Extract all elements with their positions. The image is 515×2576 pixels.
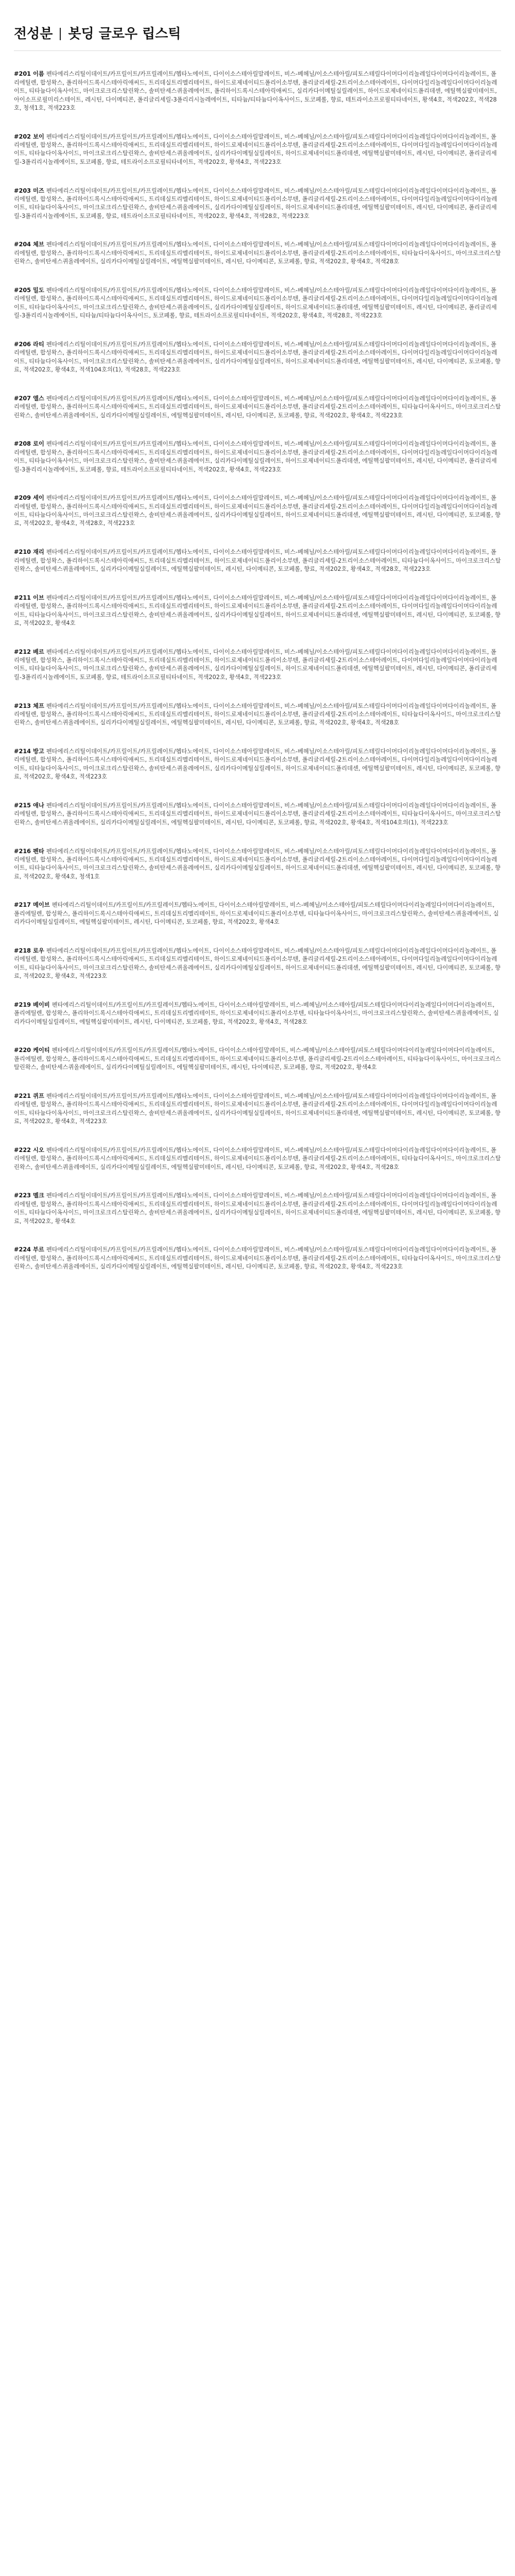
ingredient-entry xyxy=(14,241,501,266)
entry-ingredients-text: 펜타에리스리틸이데이트/카프릴이트/카프릴레이트/헵타노에이트, 다이이소스테아릴말레이트, 비스-베헤닐/이소스테아릴/피토스테릴다이머다이리놀레일다이머다이리놀레이트, 폴리에틸렌, 합성왁스, 폴리하이드록시스테아릭애씨드, 트리데실트리멜리테이트, 하이드로제네이티드폴리이소부텐, 티타늄다이옥사이드, 마이크로크리스탈린왁스, 솔비탄세스퀴올레에이트, 실리카다이메틸실릴레이트, 에틸헥실팔미테이트, 레시틴, 다이메티콘, 토코페롤, 향료, 적색202호, 황색4호, 적색28호 xyxy=(14,1001,499,1025)
ingredient-entry xyxy=(14,1092,501,1126)
ingredient-entry xyxy=(14,1146,501,1172)
ingredient-entry xyxy=(14,440,501,474)
entry-shade-label: #224 부르 xyxy=(14,1246,44,1253)
entry-ingredients-text: 펜타에리스리틸이데이트/카프릴이트/카프릴레이트/헵타노에이트, 다이이소스테아릴말레이트, 비스-베헤닐/이소스테아릴/피토스테릴다이머다이리놀레일다이머다이리놀레이트, 폴리에틸렌, 합성왁스, 폴리하이드록시스테아릭애씨드, 트리데실트리멜리테이트, 하이드로제네이티드폴리이소부텐, 폴리글리세릴-2트리이소스테아레이트, 다이머다일리놀레일다이머다이리놀레이트, 티타늄다이옥사이드, 마이크로크리스탈린왁스, 솔비탄세스퀴올레에이트, 실리카다이메틸실릴레이트, 하이드로제네이티드폴리데센, 에틸헥실팔미테이트, 레시틴, 다이메티콘, 폴리글리세릴-3폴리리시놀레에이트, 토코페롤, 향료, 테트라이소프로필티타네이트, 적색202호, 황색4호, 적색223호 xyxy=(14,440,497,473)
ingredient-entry xyxy=(14,594,501,628)
entry-ingredients-text: 펜타에리스리틸이데이트/카프릴이트/카프릴레이트/헵타노에이트, 다이이소스테아릴말레이트, 비스-베헤닐/이소스테아릴/피토스테릴다이머다이리놀레일다이머다이리놀레이트, 폴리에틸렌, 합성왁스, 폴리하이드록시스테아릭애씨드, 트리데실트리멜리테이트, 하이드로제네이티드폴리이소부텐, 폴리글리세릴-2트리이소스테아레이트, 티타늄다이옥사이드, 마이크로크리스탈린왁스, 솔비탄세스퀴올레에이트, 실리카다이메틸실릴레이트, 에틸헥실팔미테이트, 레시틴, 다이메티콘, 토코페롤, 향료, 적색202호, 황색4호, 적색28호 xyxy=(14,1146,501,1171)
entry-shade-label: #203 미즈 xyxy=(14,187,44,194)
entry-shade-label: #206 라티 xyxy=(14,341,44,348)
entry-shade-label: #202 보이 xyxy=(14,133,44,140)
entry-shade-label: #209 세이 xyxy=(14,495,44,502)
entry-ingredients-text: 펜타에리스리틸이데이트/카프릴이트/카프릴레이트/헵타노에이트, 다이이소스테아릴말레이트, 비스-베헤닐/이소스테아릴/피토스테릴다이머다이리놀레일다이머다이리놀레이트, 폴리에틸렌, 합성왁스, 폴리하이드록시스테아릭애씨드, 트리데실트리멜리테이트, 하이드로제네이티드폴리이소부텐, 폴리글리세릴-2트리이소스테아레이트, 다이머다일리놀레일다이머다이리놀레이트, 티타늄다이옥사이드, 마이크로크리스탈린왁스, 솔비탄세스퀴올레에이트, 실리카다이메틸실릴레이트, 하이드로제네이티드폴리데센, 에틸헥실팔미테이트, 레시틴, 다이메티콘, 토코페롤, 향료, 적색202호, 황색4호, 적색223호 xyxy=(14,947,501,980)
entry-shade-label: #216 펜타 xyxy=(14,848,44,855)
entry-shade-label: #221 퀴프 xyxy=(14,1092,44,1099)
entry-shade-label: #207 앨스 xyxy=(14,395,44,402)
entry-ingredients-text: 펜타에리스리틸이데이트/카프릴이트/카프릴레이트/헵타노에이트, 다이이소스테아릴말레이트, 비스-베헤닐/이소스테아릴/피토스테릴다이머다이리놀레일다이머다이리놀레이트, 폴리에틸렌, 합성왁스, 폴리하이드록시스테아릭애씨드, 트리데실트리멜리테이트, 하이드로제네이티드폴리이소부텐, 폴리글리세릴-2트리이소스테아레이트, 다이머다일리놀레일다이머다이리놀레이트, 티타늄다이옥사이드, 마이크로크리스탈린왁스, 솔비탄세스퀴올레에이트, 실리카다이메틸실릴레이트, 하이드로제네이티드폴리데센, 에틸헥실팔미테이트, 레시틴, 다이메티콘, 토코페롤, 향료, 적색202호, 황색4호, 청색1호 xyxy=(14,848,501,880)
ingredient-entry xyxy=(14,286,501,320)
ingredient-entry xyxy=(14,70,501,112)
entry-shade-label: #213 체프 xyxy=(14,702,44,709)
entry-ingredients-text: 펜타에리스리틸이데이트/카프릴이트/카프릴레이트/헵타노에이트, 다이이소스테아릴말레이트, 비스-베헤닐/이소스테아릴/피토스테릴다이머다이리놀레일다이머다이리놀레이트, 폴리에틸렌, 합성왁스, 폴리하이드록시스테아릭애씨드, 트리데실트리멜리테이트, 하이드로제네이티드폴리이소부텐, 폴리글리세릴-2트리이소스테아레이트, 티타늄다이옥사이드, 마이크로크리스탈린왁스, 솔비탄세스퀴올레에이트, 실리카다이메틸실릴레이트, 에틸헥실팔미테이트, 레시틴, 다이메티콘, 토코페롤, 향료, 적색202호, 황색4호, 적색104호의(1), 적색223호 xyxy=(14,802,501,826)
ingredient-entry xyxy=(14,187,501,221)
entry-shade-label: #212 베르 xyxy=(14,648,44,655)
entry-ingredients-text: 펜타에리스리틸이데이트/카프릴이트/카프릴레이트/헵타노에이트, 다이이소스테아릴말레이트, 비스-베헤닐/이소스테아릴/피토스테릴다이머다이리놀레일다이머다이리놀레이트, 폴리에틸렌, 합성왁스, 폴리하이드록시스테아릭애씨드, 트리데실트리멜리테이트, 하이드로제네이티드폴리이소부텐, 폴리글리세릴-2트리이소스테아레이트, 티타늄다이옥사이드, 마이크로크리스탈린왁스, 솔비탄세스퀴올레에이트, 실리카다이메틸실릴레이트, 에틸헥실팔미테이트, 레시틴, 다이메티콘, 토코페롤, 향료, 적색202호, 황색4호, 적색28호 xyxy=(14,702,501,726)
ingredient-entry xyxy=(14,848,501,882)
entry-ingredients-text: 펜타에리스리틸이데이트/카프릴이트/카프릴레이트/헵타노에이트, 다이이소스테아릴말레이트, 비스-베헤닐/이소스테아릴/피토스테릴다이머다이리놀레일다이머다이리놀레이트, 폴리에틸렌, 합성왁스, 폴리하이드록시스테아릭애씨드, 트리데실트리멜리테이트, 하이드로제네이티드폴리이소부텐, 폴리글리세릴-2트리이소스테아레이트, 다이머다일리놀레일다이머다이리놀레이트, 티타늄다이옥사이드, 마이크로크리스탈린왁스, 솔비탄세스퀴올레에이트, 실리카다이메틸실릴레이트, 하이드로제네이티드폴리데센, 에틸헥실팔미테이트, 레시틴, 다이메티콘, 토코페롤, 향료, 적색202호, 황색4호 xyxy=(14,594,501,626)
entry-ingredients-text: 펜타에리스리틸이데이트/카프릴이트/카프릴레이트/헵타노에이트, 다이이소스테아릴말레이트, 비스-베헤닐/이소스테아릴/피토스테릴다이머다이리놀레일다이머다이리놀레이트, 폴리에틸렌, 합성왁스, 폴리하이드록시스테아릭애씨드, 트리데실트리멜리테이트, 하이드로제네이티드폴리이소부텐, 폴리글리세릴-2트리이소스테아레이트, 티타늄다이옥사이드, 마이크로크리스탈린왁스, 솔비탄세스퀴올레에이트, 실리카다이메틸실릴레이트, 에틸헥실팔미테이트, 레시틴, 다이메티콘, 토코페롤, 향료, 적색202호, 황색4호 xyxy=(14,1047,501,1071)
entry-shade-label: #217 메이브 xyxy=(14,902,50,909)
entry-ingredients-text: 펜타에리스리틸이데이트/카프릴이트/카프릴레이트/헵타노에이트, 다이이소스테아릴말레이트, 비스-베헤닐/이소스테아릴/피토스테릴다이머다이리놀레일다이머다이리놀레이트, 폴리에틸렌, 합성왁스, 폴리하이드록시스테아릭애씨드, 트리데실트리멜리테이트, 하이드로제네이티드폴리이소부텐, 폴리글리세릴-2트리이소스테아레이트, 티타늄다이옥사이드, 마이크로크리스탈린왁스, 솔비탄세스퀴올레에이트, 실리카다이메틸실릴레이트, 에틸헥실팔미테이트, 레시틴, 다이메티콘, 토코페롤, 향료, 적색202호, 황색4호, 적색223호 xyxy=(14,395,501,419)
ingredient-entry xyxy=(14,947,501,981)
title-divider xyxy=(60,28,61,40)
ingredient-entry xyxy=(14,395,501,420)
page-title-ingredients: 전성분 xyxy=(14,26,53,42)
entry-ingredients-text: 펜타에리스리틸이데이트/카프릴이트/카프릴레이트/헵타노에이트, 다이이소스테아릴말레이트, 비스-베헤닐/이소스테아릴/피토스테릴다이머다이리놀레일다이머다이리놀레이트, 폴리에틸렌, 합성왁스, 폴리하이드록시스테아릭애씨드, 트리데실트리멜리테이트, 하이드로제네이티드폴리이소부텐, 폴리글리세릴-2트리이소스테아레이트, 다이머다일리놀레일다이머다이리놀레이트, 티타늄다이옥사이드, 마이크로크리스탈린왁스, 솔비탄세스퀴올레에이트, 폴리하이드록시스테아릭애씨드, 실리카다이메틸실릴레이트, 하이드로제네이티드폴리데센, 에틸헥실팔미테이트, 아이소프로필미리스테이트, 레시틴, 다이메티콘, 폴리글리세릴-3폴리리시놀레에이트, 티타늄/티타늄다이옥사이드, 토코페롤, 향료, 테트라이소프로필티타네이트, 황색4호, 적색202호, 적색28호, 청색1호, 적색223호 xyxy=(14,71,497,111)
entry-shade-label: #223 멜크 xyxy=(14,1192,44,1199)
entry-ingredients-text: 펜타에리스리틸이데이트/카프릴이트/카프릴레이트/헵타노에이트, 다이이소스테아릴말레이트, 비스-베헤닐/이소스테아릴/피토스테릴다이머다이리놀레일다이머다이리놀레이트, 폴리에틸렌, 합성왁스, 폴리하이드록시스테아릭애씨드, 트리데실트리멜리테이트, 하이드로제네이티드폴리이소부텐, 폴리글리세릴-2트리이소스테아레이트, 다이머다일리놀레일다이머다이리놀레이트, 티타늄다이옥사이드, 마이크로크리스탈린왁스, 솔비탄세스퀴올레에이트, 실리카다이메틸실릴레이트, 하이드로제네이티드폴리데센, 에틸헥실팔미테이트, 레시틴, 다이메티콘, 토코페롤, 향료, 적색202호, 황색4호, 적색28호, 적색223호 xyxy=(14,495,501,527)
entry-ingredients-text: 펜타에리스리틸이데이트/카프릴이트/카프릴레이트/헵타노에이트, 다이이소스테아릴말레이트, 비스-베헤닐/이소스테아릴/피토스테릴다이머다이리놀레일다이머다이리놀레이트, 폴리에틸렌, 합성왁스, 폴리하이드록시스테아릭애씨드, 트리데실트리멜리테이트, 하이드로제네이티드폴리이소부텐, 폴리글리세릴-2트리이소스테아레이트, 다이머다일리놀레일다이머다이리놀레이트, 티타늄다이옥사이드, 마이크로크리스탈린왁스, 솔비탄세스퀴올레에이트, 실리카다이메틸실릴레이트, 하이드로제네이티드폴리데센, 에틸헥실팔미테이트, 레시틴, 다이메티콘, 토코페롤, 향료, 적색202호, 황색4호, 적색104호의(1), 적색28호, 적색223호 xyxy=(14,341,501,374)
entry-ingredients-text: 펜타에리스리틸이데이트/카프릴이트/카프릴레이트/헵타노에이트, 다이이소스테아릴말레이트, 비스-베헤닐/이소스테아릴/피토스테릴다이머다이리놀레일다이머다이리놀레이트, 폴리에틸렌, 합성왁스, 폴리하이드록시스테아릭애씨드, 트리데실트리멜리테이트, 하이드로제네이티드폴리이소부텐, 티타늄다이옥사이드, 마이크로크리스탈린왁스, 솔비탄세스퀴올레에이트, 실리카다이메틸실릴레이트, 에틸헥실팔미테이트, 레시틴, 다이메티콘, 토코페롤, 향료, 적색202호, 황색4호 xyxy=(14,902,499,926)
entry-shade-label: #210 재리 xyxy=(14,549,44,556)
entry-shade-label: #201 이름 xyxy=(14,71,44,78)
entry-shade-label: #222 시오 xyxy=(14,1146,44,1154)
entry-ingredients-text: 펜타에리스리틸이데이트/카프릴이트/카프릴레이트/헵타노에이트, 다이이소스테아릴말레이트, 비스-베헤닐/이소스테아릴/피토스테릴다이머다이리놀레일다이머다이리놀레이트, 폴리에틸렌, 합성왁스, 폴리하이드록시스테아릭애씨드, 트리데실트리멜리테이트, 하이드로제네이티드폴리이소부텐, 폴리글리세릴-2트리이소스테아레이트, 티타늄다이옥사이드, 마이크로크리스탈린왁스, 솔비탄세스퀴올레에이트, 실리카다이메틸실릴레이트, 에틸헥실팔미테이트, 레시틴, 다이메티콘, 토코페롤, 향료, 적색202호, 황색4호, 적색223호 xyxy=(14,1246,501,1270)
ingredient-entry xyxy=(14,648,501,682)
ingredient-entry xyxy=(14,494,501,528)
entry-shade-label: #214 방고 xyxy=(14,748,44,755)
entry-ingredients-text: 펜타에리스리틸이데이트/카프릴이트/카프릴레이트/헵타노에이트, 다이이소스테아릴말레이트, 비스-베헤닐/이소스테아릴/피토스테릴다이머다이리놀레일다이머다이리놀레이트, 폴리에틸렌, 합성왁스, 폴리하이드록시스테아릭애씨드, 트리데실트리멜리테이트, 하이드로제네이티드폴리이소부텐, 폴리글리세릴-2트리이소스테아레이트, 다이머다일리놀레일다이머다이리놀레이트, 티타늄다이옥사이드, 마이크로크리스탈린왁스, 솔비탄세스퀴올레에이트, 실리카다이메틸실릴레이트, 하이드로제네이티드폴리데센, 에틸헥실팔미테이트, 레시틴, 다이메티콘, 폴리글리세릴-3폴리리시놀레에이트, 토코페롤, 향료, 테트라이소프로필티타네이트, 적색202호, 황색4호, 적색28호, 적색223호 xyxy=(14,187,497,219)
entry-shade-label: #219 베이비 xyxy=(14,1001,50,1008)
page-title-product: 봇딩 글로우 립스틱 xyxy=(68,26,181,42)
ingredient-entry xyxy=(14,748,501,782)
entry-shade-label: #218 로우 xyxy=(14,947,44,954)
ingredient-entry xyxy=(14,1001,501,1026)
ingredient-entry xyxy=(14,133,501,167)
page-header xyxy=(14,23,501,45)
entry-shade-label: #220 케이티 xyxy=(14,1047,50,1054)
ingredient-entry xyxy=(14,1192,501,1226)
entry-shade-label: #215 애나 xyxy=(14,802,44,809)
entry-ingredients-text: 펜타에리스리틸이데이트/카프릴이트/카프릴레이트/헵타노에이트, 다이이소스테아릴말레이트, 비스-베헤닐/이소스테아릴/피토스테릴다이머다이리놀레일다이머다이리놀레이트, 폴리에틸렌, 합성왁스, 폴리하이드록시스테아릭애씨드, 트리데실트리멜리테이트, 하이드로제네이티드폴리이소부텐, 폴리글리세릴-2트리이소스테아레이트, 다이머다일리놀레일다이머다이리놀레이트, 티타늄다이옥사이드, 마이크로크리스탈린왁스, 솔비탄세스퀴올레에이트, 실리카다이메틸실릴레이트, 하이드로제네이티드폴리데센, 에틸헥실팔미테이트, 레시틴, 다이메티콘, 폴리글리세릴-3폴리리시놀레에이트, 티타늄/티타늄다이옥사이드, 토코페롤, 향료, 테트라이소프로필티타네이트, 적색202호, 황색4호, 적색28호, 적색223호 xyxy=(14,286,497,319)
ingredient-entry xyxy=(14,802,501,827)
entry-ingredients-text: 펜타에리스리틸이데이트/카프릴이트/카프릴레이트/헵타노에이트, 다이이소스테아릴말레이트, 비스-베헤닐/이소스테아릴/피토스테릴다이머다이리놀레일다이머다이리놀레이트, 폴리에틸렌, 합성왁스, 폴리하이드록시스테아릭애씨드, 트리데실트리멜리테이트, 하이드로제네이티드폴리이소부텐, 폴리글리세릴-2트리이소스테아레이트, 다이머다일리놀레일다이머다이리놀레이트, 티타늄다이옥사이드, 마이크로크리스탈린왁스, 솔비탄세스퀴올레에이트, 실리카다이메틸실릴레이트, 하이드로제네이티드폴리데센, 에틸헥실팔미테이트, 레시틴, 다이메티콘, 폴리글리세릴-3폴리리시놀레에이트, 토코페롤, 향료, 테트라이소프로필티타네이트, 적색202호, 황색4호, 적색223호 xyxy=(14,133,497,165)
ingredient-list xyxy=(14,64,501,1285)
ingredient-entry xyxy=(14,901,501,926)
entry-ingredients-text: 펜타에리스리틸이데이트/카프릴이트/카프릴레이트/헵타노에이트, 다이이소스테아릴말레이트, 비스-베헤닐/이소스테아릴/피토스테릴다이머다이리놀레일다이머다이리놀레이트, 폴리에틸렌, 합성왁스, 폴리하이드록시스테아릭애씨드, 트리데실트리멜리테이트, 하이드로제네이티드폴리이소부텐, 폴리글리세릴-2트리이소스테아레이트, 다이머다일리놀레일다이머다이리놀레이트, 티타늄다이옥사이드, 마이크로크리스탈린왁스, 솔비탄세스퀴올레에이트, 실리카다이메틸실릴레이트, 하이드로제네이티드폴리데센, 에틸헥실팔미테이트, 레시틴, 다이메티콘, 폴리글리세릴-3폴리리시놀레에이트, 토코페롤, 향료, 테트라이소프로필티타네이트, 적색202호, 황색4호, 적색223호 xyxy=(14,648,497,681)
entry-shade-label: #205 밀도 xyxy=(14,286,44,294)
entry-ingredients-text: 펜타에리스리틸이데이트/카프릴이트/카프릴레이트/헵타노에이트, 다이이소스테아릴말레이트, 비스-베헤닐/이소스테아릴/피토스테릴다이머다이리놀레일다이머다이리놀레이트, 폴리에틸렌, 합성왁스, 폴리하이드록시스테아릭애씨드, 트리데실트리멜리테이트, 하이드로제네이티드폴리이소부텐, 폴리글리세릴-2트리이소스테아레이트, 다이머다일리놀레일다이머다이리놀레이트, 티타늄다이옥사이드, 마이크로크리스탈린왁스, 솔비탄세스퀴올레에이트, 실리카다이메틸실릴레이트, 하이드로제네이티드폴리데센, 에틸헥실팔미테이트, 레시틴, 다이메티콘, 토코페롤, 향료, 적색202호, 황색4호, 적색223호 xyxy=(14,1092,501,1125)
entry-ingredients-text: 펜타에리스리틸이데이트/카프릴이트/카프릴레이트/헵타노에이트, 다이이소스테아릴말레이트, 비스-베헤닐/이소스테아릴/피토스테릴다이머다이리놀레일다이머다이리놀레이트, 폴리에틸렌, 합성왁스, 폴리하이드록시스테아릭애씨드, 트리데실트리멜리테이트, 하이드로제네이티드폴리이소부텐, 폴리글리세릴-2트리이소스테아레이트, 다이머다일리놀레일다이머다이리놀레이트, 티타늄다이옥사이드, 마이크로크리스탈린왁스, 솔비탄세스퀴올레에이트, 실리카다이메틸실릴레이트, 하이드로제네이티드폴리데센, 에틸헥실팔미테이트, 레시틴, 다이메티콘, 토코페롤, 향료, 적색202호, 황색4호 xyxy=(14,1192,501,1225)
entry-ingredients-text: 펜타에리스리틸이데이트/카프릴이트/카프릴레이트/헵타노에이트, 다이이소스테아릴말레이트, 비스-베헤닐/이소스테아릴/피토스테릴다이머다이리놀레일다이머다이리놀레이트, 폴리에틸렌, 합성왁스, 폴리하이드록시스테아릭애씨드, 트리데실트리멜리테이트, 하이드로제네이티드폴리이소부텐, 폴리글리세릴-2트리이소스테아레이트, 티타늄다이옥사이드, 마이크로크리스탈린왁스, 솔비탄세스퀴올레에이트, 실리카다이메틸실릴레이트, 에틸헥실팔미테이트, 레시틴, 다이메티콘, 토코페롤, 향료, 적색202호, 황색4호, 적색28호, 적색223호 xyxy=(14,549,501,572)
ingredient-entry xyxy=(14,702,501,727)
ingredient-entry xyxy=(14,548,501,573)
ingredient-entry xyxy=(14,1246,501,1271)
entry-shade-label: #211 이브 xyxy=(14,594,44,601)
ingredient-entry xyxy=(14,1046,501,1072)
entry-ingredients-text: 펜타에리스리틸이데이트/카프릴이트/카프릴레이트/헵타노에이트, 다이이소스테아릴말레이트, 비스-베헤닐/이소스테아릴/피토스테릴다이머다이리놀레일다이머다이리놀레이트, 폴리에틸렌, 합성왁스, 폴리하이드록시스테아릭애씨드, 트리데실트리멜리테이트, 하이드로제네이티드폴리이소부텐, 폴리글리세릴-2트리이소스테아레이트, 티타늄다이옥사이드, 마이크로크리스탈린왁스, 솔비탄세스퀴올레에이트, 실리카다이메틸실릴레이트, 에틸헥실팔미테이트, 레시틴, 다이메티콘, 토코페롤, 향료, 적색202호, 황색4호, 적색28호 xyxy=(14,241,501,265)
header-divider xyxy=(14,50,501,51)
entry-ingredients-text: 펜타에리스리틸이데이트/카프릴이트/카프릴레이트/헵타노에이트, 다이이소스테아릴말레이트, 비스-베헤닐/이소스테아릴/피토스테릴다이머다이리놀레일다이머다이리놀레이트, 폴리에틸렌, 합성왁스, 폴리하이드록시스테아릭애씨드, 트리데실트리멜리테이트, 하이드로제네이티드폴리이소부텐, 폴리글리세릴-2트리이소스테아레이트, 다이머다일리놀레일다이머다이리놀레이트, 티타늄다이옥사이드, 마이크로크리스탈린왁스, 솔비탄세스퀴올레에이트, 실리카다이메틸실릴레이트, 하이드로제네이티드폴리데센, 에틸헥실팔미테이트, 레시틴, 다이메티콘, 토코페롤, 향료, 적색202호, 황색4호, 적색223호 xyxy=(14,748,501,781)
entry-shade-label: #208 로이 xyxy=(14,440,44,448)
ingredient-entry xyxy=(14,341,501,375)
entry-shade-label: #204 체브 xyxy=(14,241,44,248)
